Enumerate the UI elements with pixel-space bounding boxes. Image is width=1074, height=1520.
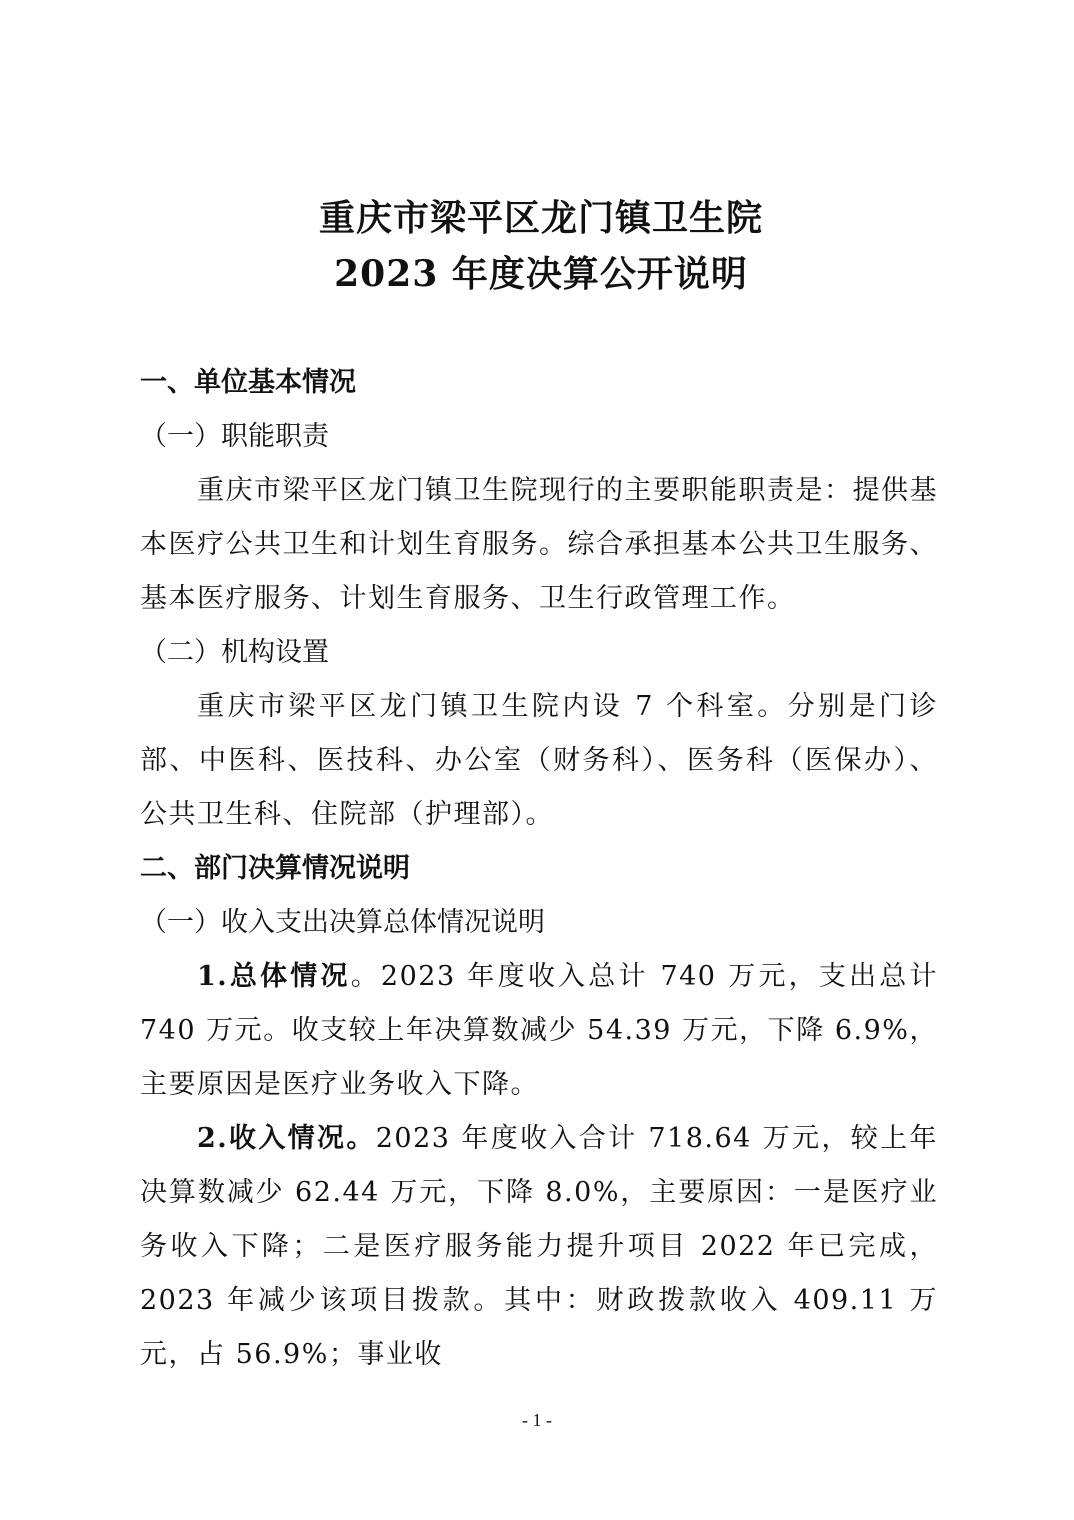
paragraph-overall — [140, 950, 938, 1112]
paragraph-duties: 重庆市梁平区龙门镇卫生院现行的主要职能职责是：提供基本医疗公共卫生和计划生育服务。综合承担基本公共卫生服务、基本医疗服务、计划生育服务、卫生行政管理工作。 — [140, 475, 938, 614]
page-number: - 1 - — [522, 1410, 552, 1430]
overall-lead: 1.总体情况 — [197, 961, 351, 992]
overall-text: 。2023 年度收入总计 740 万元，支出总计 740 万元。收支较上年决算数减少 54.39 万元，下降 6.9%，主要原因是医疗业务收入下降。 — [140, 961, 938, 1100]
document-title-line1: 重庆市梁平区龙门镇卫生院 — [318, 197, 763, 239]
paragraph-organization: 重庆市梁平区龙门镇卫生院内设 7 个科室。分别是门诊部、中医科、医技科、办公室（财务科）、医务科（医保办）、公共卫生科、住院部（护理部）。 — [140, 691, 938, 830]
section-heading-final-accounts: 二、部门决算情况说明 — [140, 853, 410, 884]
income-text: 2023 年度收入合计 718.64 万元，较上年决算数减少 62.44 万元，下降 8.0%，主要原因：一是医疗业务收入下降；二是医疗服务能力提升项目 2022 年已完成，2023 年减少该项目拨款。其中：财政拨款收入 409.11 万元，占 56.9%；事业收 — [140, 1123, 938, 1370]
subheading-organization: （二）机构设置 — [140, 637, 329, 668]
document-title-line2: 2023 年度决算公开说明 — [334, 253, 748, 295]
subheading-duties: （一）职能职责 — [140, 421, 329, 452]
income-lead: 2.收入情况。 — [197, 1123, 376, 1154]
subheading-income-expenditure: （一）收入支出决算总体情况说明 — [140, 907, 545, 938]
section-heading-basic-info: 一、单位基本情况 — [140, 367, 356, 398]
document-body — [140, 356, 938, 1382]
paragraph-income — [140, 1112, 938, 1382]
